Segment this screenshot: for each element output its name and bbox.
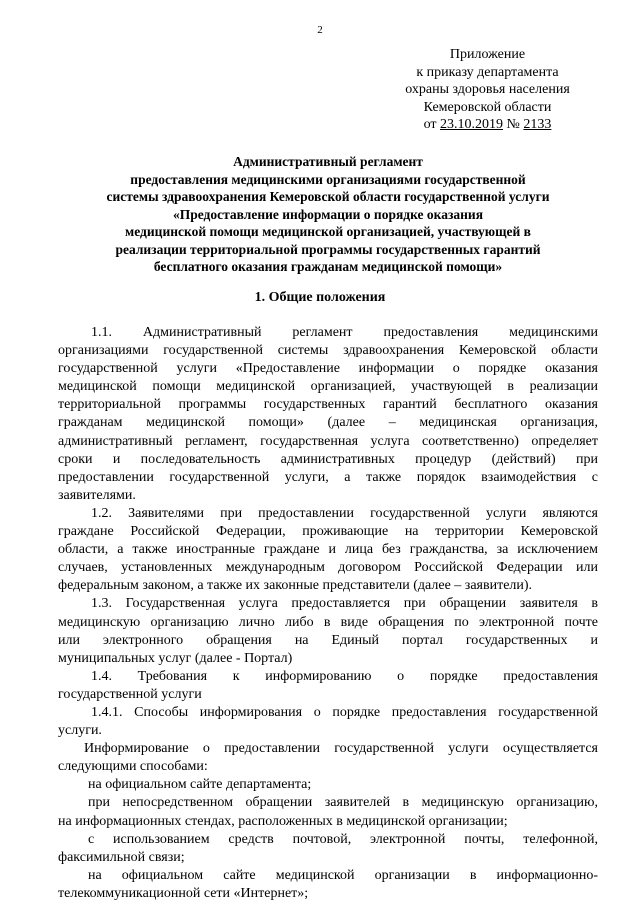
body-line: территориальной программы государственных гарантий бесплатного оказания bbox=[58, 397, 598, 413]
body-line: медицинскую организацию лично либо в виде обращения по электронной почте bbox=[58, 614, 598, 630]
body-line: сроки и последовательность административных процедур (действий) при bbox=[58, 451, 598, 467]
body-line: 1.4. Требования к информированию о порядке предоставления bbox=[91, 668, 598, 684]
body-line: 1.4.1. Способы информирования о порядке предоставления государственной bbox=[91, 704, 598, 720]
body-line: гражданам медицинской помощи» (далее – медицинская организация, bbox=[58, 415, 598, 431]
document-body bbox=[58, 324, 598, 903]
body-line: с использованием средств почтовой, электронной почты, телефонной, bbox=[88, 831, 598, 847]
body-line: муниципальных услуг (далее - Портал) bbox=[58, 650, 293, 666]
body-line: организациями государственной системы здравоохранения Кемеровской области bbox=[58, 343, 598, 359]
body-line: медицинской помощи медицинской организацией, участвующей в реализации bbox=[58, 379, 598, 395]
body-line: телекоммуникационной сети «Интернет»; bbox=[58, 885, 309, 901]
appendix-line: охраны здоровья населения bbox=[405, 82, 570, 97]
number-sign: № bbox=[506, 117, 520, 132]
order-number: 2133 bbox=[523, 117, 552, 132]
body-line: государственной услуги «Предоставление информации о порядке оказания bbox=[58, 361, 598, 377]
body-line: случаев, установленных международным договором Российской Федерации или bbox=[58, 560, 598, 576]
body-line: заявителями. bbox=[58, 487, 136, 503]
title-line: предоставления медицинскими организациями государственной bbox=[130, 171, 526, 187]
body-line: услуги. bbox=[58, 723, 102, 739]
title-line: реализации территориальной программы государственных гарантий bbox=[115, 241, 541, 257]
body-line: факсимильной связи; bbox=[58, 849, 185, 865]
body-line: области, а также иностранные граждане и лица без гражданства, за исключением bbox=[58, 542, 598, 558]
title-line: системы здравоохранения Кемеровской области государственной услуги bbox=[106, 189, 550, 204]
appendix-line: Приложение bbox=[449, 47, 526, 62]
body-line: или электронного обращения на Единый портал государственных и bbox=[58, 632, 598, 648]
body-line: 1.3. Государственная услуга предоставляется при обращении заявителя в bbox=[91, 596, 598, 612]
title-line: бесплатного оказания гражданам медицинской помощи» bbox=[153, 259, 503, 274]
title-line: «Предоставление информации о порядке оказания bbox=[172, 206, 484, 222]
body-line: государственной услуги bbox=[58, 686, 202, 702]
appendix-order-line bbox=[380, 116, 595, 134]
body-line: административный регламент, государственная услуга соответственно) определяет bbox=[58, 433, 598, 449]
title-line: Административный регламент bbox=[233, 154, 423, 169]
section-heading: 1. Общие положения bbox=[254, 290, 386, 305]
body-line: следующими способами: bbox=[58, 759, 208, 775]
order-date: 23.10.2019 bbox=[440, 117, 504, 132]
body-line: 1.1. Административный регламент предоставления медицинскими bbox=[91, 325, 598, 340]
appendix-prefix: от bbox=[423, 117, 437, 132]
appendix-block bbox=[380, 46, 595, 134]
body-line: федеральным законом, а также их законные представители (далее – заявители). bbox=[58, 578, 533, 594]
body-line: предоставлении государственной услуги, а также порядок взаимодействия с bbox=[58, 469, 598, 485]
body-line: 1.2. Заявителями при предоставлении государственной услуги являются bbox=[91, 505, 598, 521]
appendix-line: к приказу департамента bbox=[416, 64, 559, 80]
body-line: Информирование о предоставлении государственной услуги осуществляется bbox=[84, 741, 598, 757]
body-line: на официальном сайте департамента; bbox=[88, 777, 312, 793]
body-line: на официальном сайте медицинской организации в информационно- bbox=[88, 867, 598, 883]
title-line: медицинской помощи медицинской организацией, участвующей в bbox=[125, 224, 531, 239]
body-line: граждане Российской Федерации, проживающие на территории Кемеровской bbox=[58, 524, 598, 540]
page-number: 2 bbox=[317, 24, 323, 36]
body-line: при непосредственном обращении заявителей в медицинскую организацию, bbox=[88, 795, 598, 811]
appendix-line: Кемеровской области bbox=[423, 99, 552, 115]
body-line: на информационных стендах, расположенных в медицинской организации; bbox=[58, 813, 508, 829]
document-title bbox=[58, 153, 598, 276]
